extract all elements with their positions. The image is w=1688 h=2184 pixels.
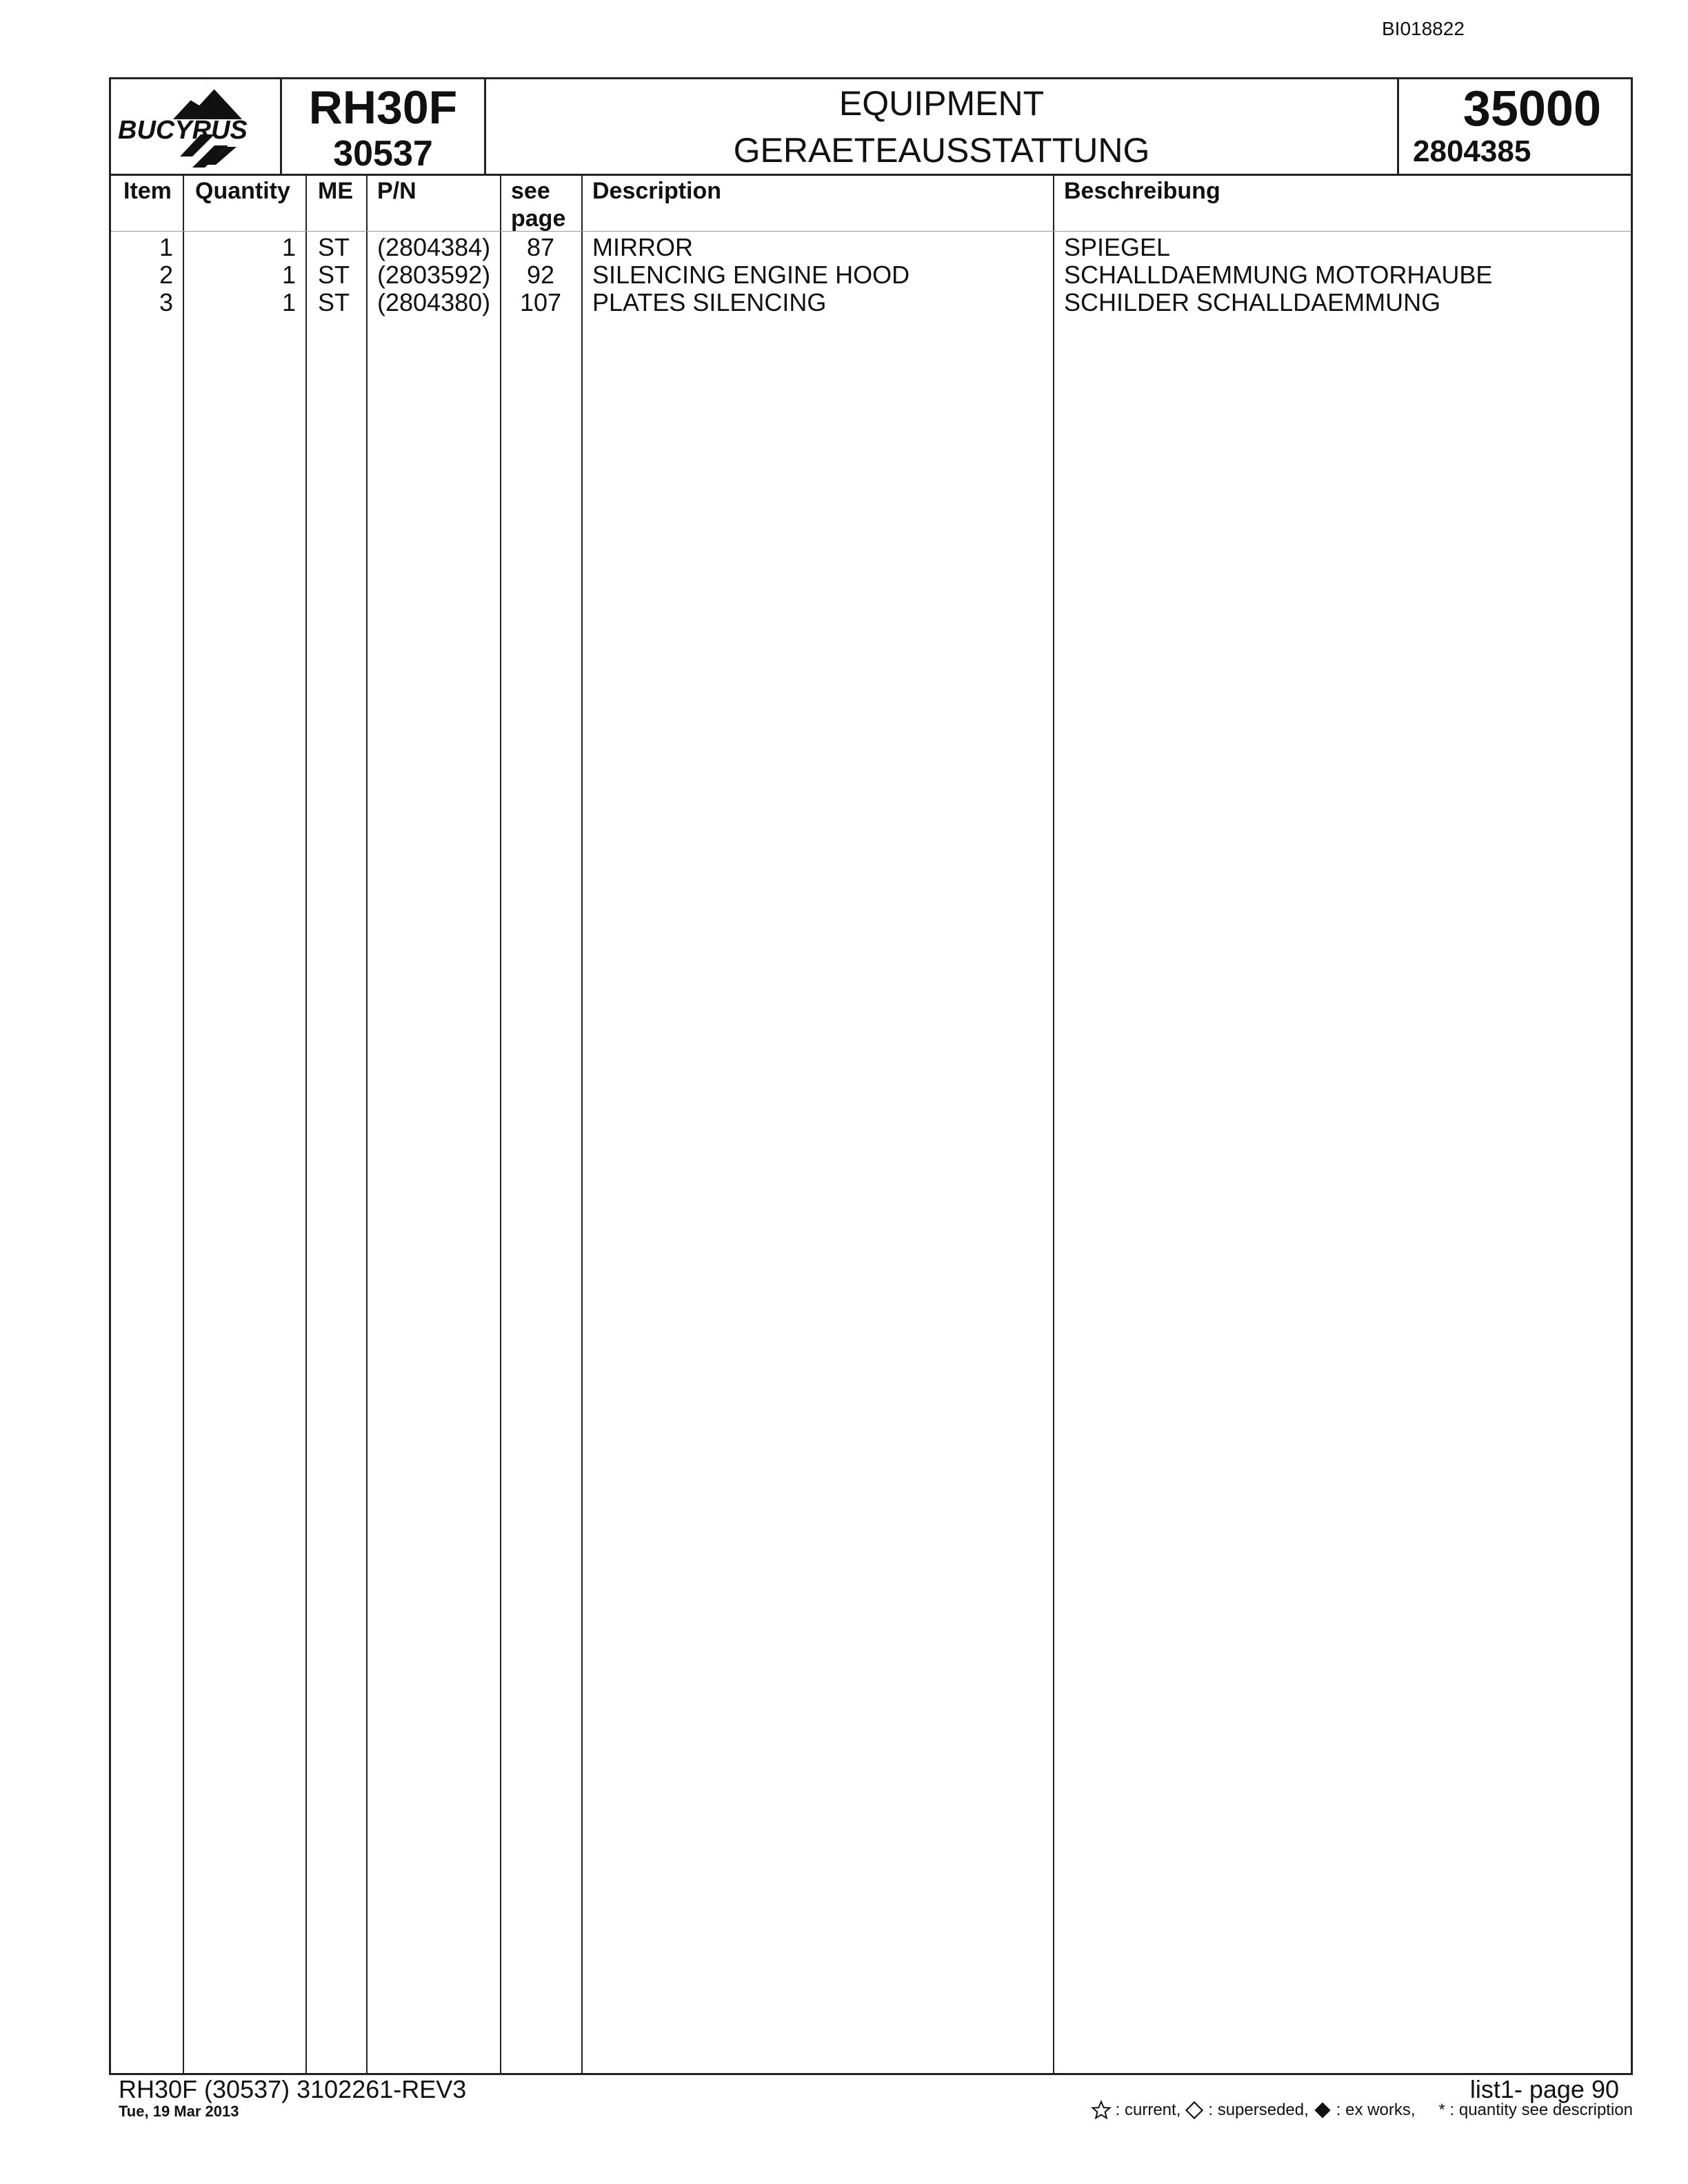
row-pn: (2804384) — [377, 233, 491, 261]
diamond-outline-icon — [1185, 2101, 1204, 2120]
group-number-cell — [1399, 79, 1633, 174]
row-page: 92 — [526, 261, 555, 289]
footer-doc-ref: RH30F (30537) 3102261-REV3 — [119, 2075, 467, 2103]
row-page: 87 — [526, 233, 555, 261]
row-quantity: 1 — [281, 233, 296, 261]
footer-legend — [1091, 2100, 1633, 2121]
row-item: 2 — [159, 261, 173, 289]
col-header-quantity: Quantity — [195, 178, 290, 204]
col-header-me: ME — [318, 178, 353, 204]
model-cell — [282, 79, 486, 174]
document-id: BI018822 — [1382, 18, 1465, 39]
group-id: 2804385 — [1413, 134, 1531, 168]
col-header-see: see — [511, 178, 550, 204]
logo-cell — [111, 79, 282, 174]
table-row — [111, 261, 1631, 289]
row-description: SILENCING ENGINE HOOD — [592, 261, 910, 289]
col-header-beschreibung: Beschreibung — [1064, 178, 1220, 204]
footer-date: Tue, 19 Mar 2013 — [119, 2103, 239, 2120]
row-description: PLATES SILENCING — [592, 288, 827, 316]
row-me: ST — [318, 233, 350, 261]
table-row — [111, 234, 1631, 261]
row-beschreibung: SPIEGEL — [1064, 233, 1171, 261]
legend-current: : current, — [1115, 2101, 1181, 2119]
col-header-item: Item — [123, 178, 172, 204]
header-bar — [109, 77, 1633, 174]
row-beschreibung: SCHILDER SCHALLDAEMMUNG — [1064, 288, 1441, 316]
bucyrus-logo — [111, 79, 277, 173]
legend-superseded: : superseded, — [1208, 2101, 1309, 2119]
row-me: ST — [318, 261, 350, 289]
svg-text:BUCYRUS: BUCYRUS — [118, 116, 248, 145]
model-name: RH30F — [308, 81, 458, 134]
title-german: GERAETEAUSSTATTUNG — [733, 131, 1150, 170]
model-serial: 30537 — [333, 134, 433, 174]
row-pn: (2803592) — [377, 261, 491, 289]
group-number: 35000 — [1463, 81, 1601, 136]
row-item: 3 — [159, 288, 173, 316]
row-quantity: 1 — [281, 288, 296, 316]
row-page: 107 — [519, 288, 562, 316]
title-cell — [486, 79, 1399, 174]
legend-quantity: * : quantity see description — [1438, 2101, 1633, 2119]
parts-table — [109, 174, 1633, 2075]
diamond-filled-icon — [1313, 2101, 1332, 2120]
col-header-page: page — [511, 205, 566, 232]
row-item: 1 — [159, 233, 173, 261]
row-description: MIRROR — [592, 233, 693, 261]
row-quantity: 1 — [281, 261, 296, 289]
star-outline-icon — [1091, 2100, 1112, 2121]
row-beschreibung: SCHALLDAEMMUNG MOTORHAUBE — [1064, 261, 1493, 289]
col-header-description: Description — [592, 178, 722, 204]
legend-ex-works: : ex works, — [1336, 2101, 1416, 2119]
footer-page-number: list1- page 90 — [1469, 2075, 1619, 2103]
row-me: ST — [318, 288, 350, 316]
col-header-pn: P/N — [377, 178, 416, 204]
table-row — [111, 289, 1631, 316]
title-english: EQUIPMENT — [838, 84, 1045, 123]
row-pn: (2804380) — [377, 288, 491, 316]
